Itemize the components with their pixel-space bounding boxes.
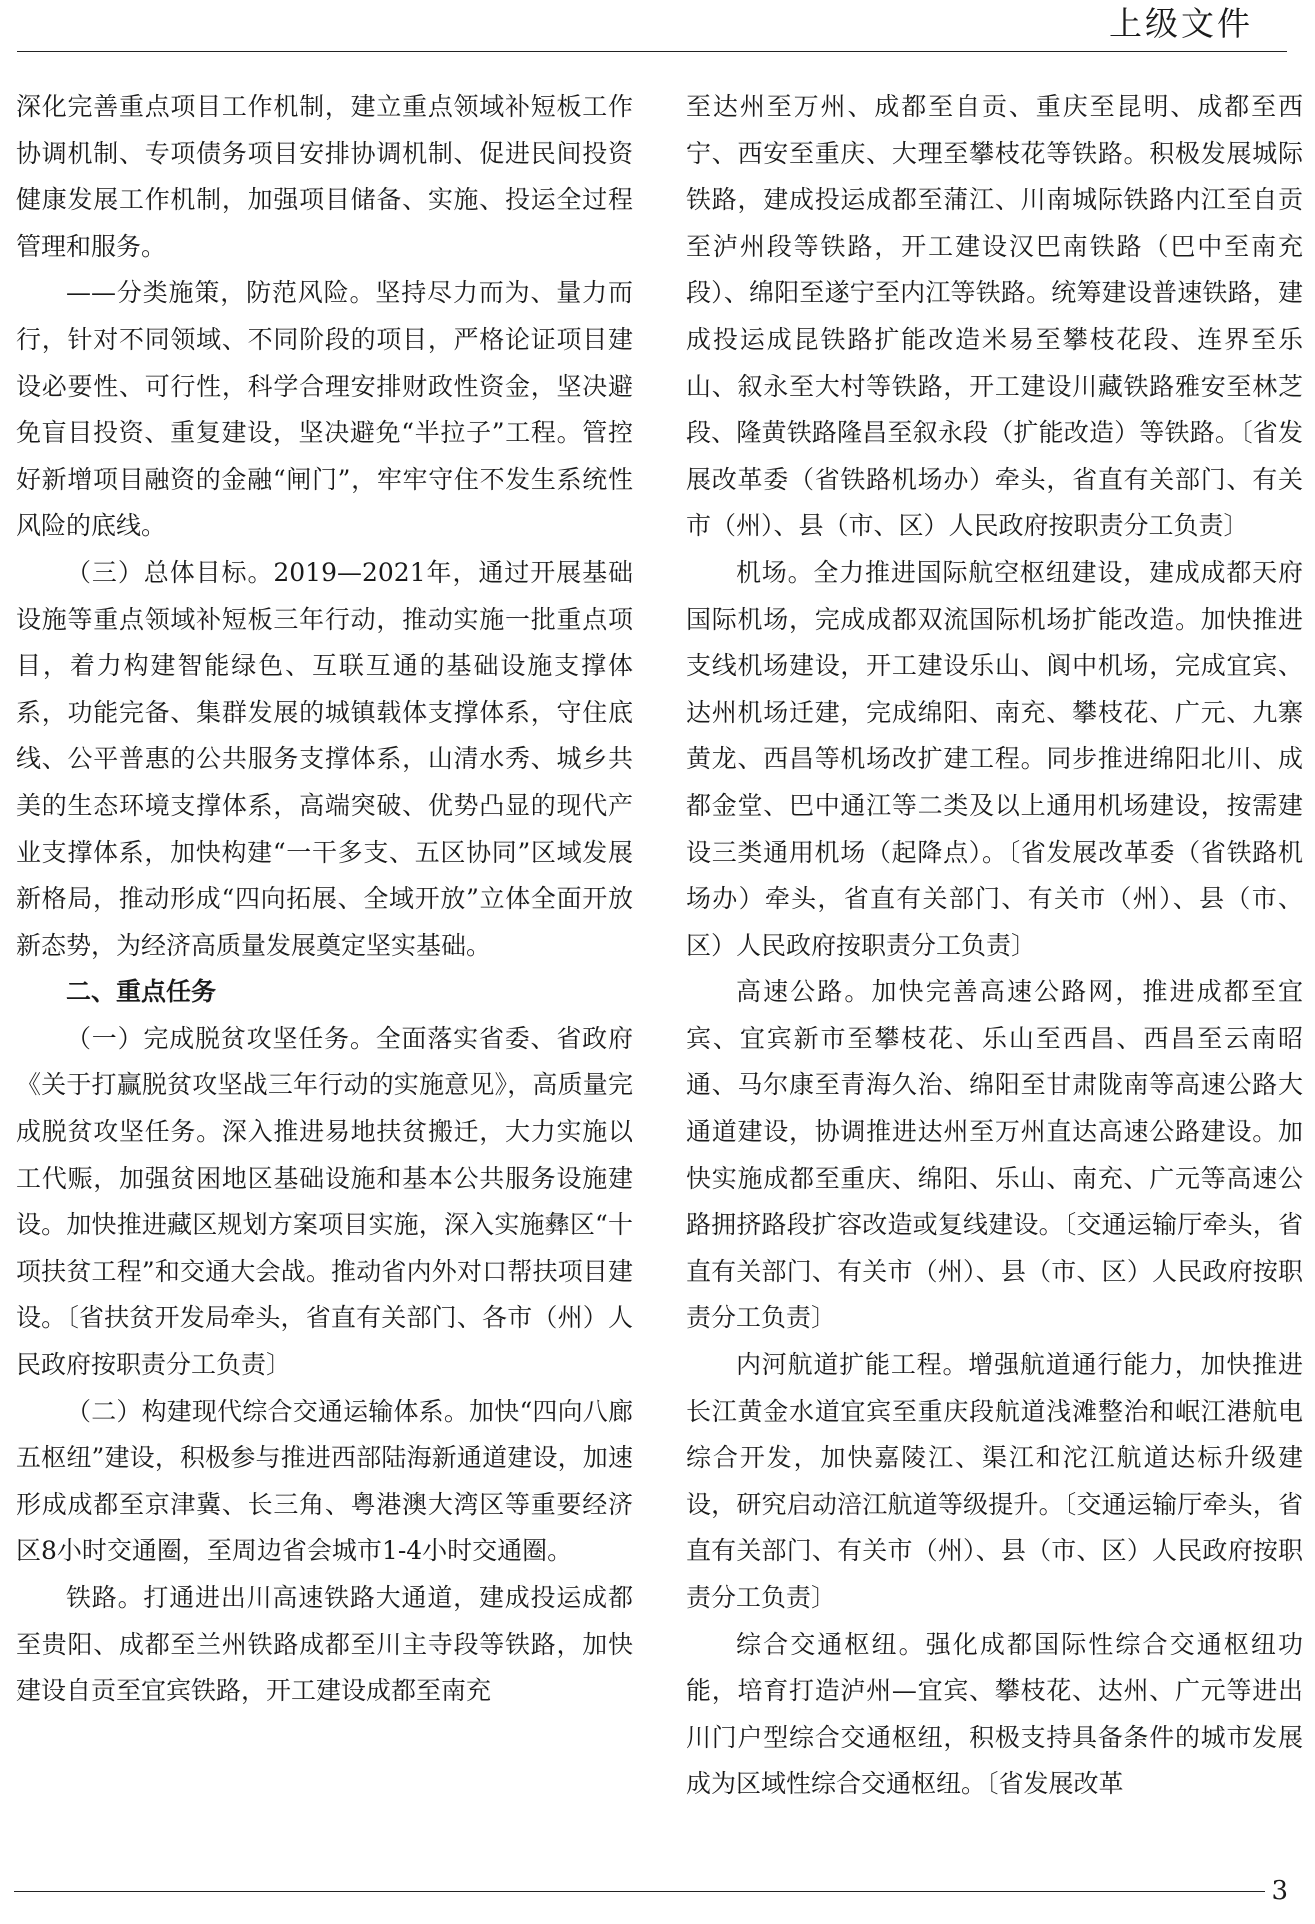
paragraph-mechanism: 深化完善重点项目工作机制，建立重点领域补短板工作协调机制、专项债务项目安排协调机制、促进民间投资健康发展工作机制，加强项目储备、实施、投运全过程管理和服务。 bbox=[16, 92, 633, 261]
header-section-title: 上级文件 bbox=[1109, 4, 1253, 43]
paragraph-transport-hubs: 综合交通枢纽。强化成都国际性综合交通枢纽功能，培育打造泸州—宜宾、攀枝花、达州、广元等进出川门户型综合交通枢纽，积极支持具备条件的城市发展成为区域性综合交通枢纽。〔省发展改革 bbox=[686, 1629, 1303, 1799]
section-heading-key-tasks: 二、重点任务 bbox=[66, 977, 217, 1007]
paragraph-poverty-alleviation: （一）完成脱贫攻坚任务。全面落实省委、省政府《关于打赢脱贫攻坚战三年行动的实施意见》，高质量完成脱贫攻坚任务。深入推进易地扶贫搬迁，大力实施以工代赈，加强贫困地区基础设施和基本公共服务设施建设。加快推进藏区规划方案项目实施，深入实施彝区“十项扶贫工程”和交通大会战。推动省内外对口帮扶项目建设。〔省扶贫开发局牵头，省直有关部门、各市（州）人民政府按职责分工负责〕 bbox=[16, 1023, 633, 1380]
paragraph-airports: 机场。全力推进国际航空枢纽建设，建成成都天府国际机场，完成成都双流国际机场扩能改造。加快推进支线机场建设，开工建设乐山、阆中机场，完成宜宾、达州机场迁建，完成绵阳、南充、攀枝花、广元、九寨黄龙、西昌等机场改扩建工程。同步推进绵阳北川、成都金堂、巴中通江等二类及以上通用机场建设，按需建设三类通用机场（起降点）。〔省发展改革委（省铁路机场办）牵头，省直有关部门、有关市（州）、县（市、区）人民政府按职责分工负责〕 bbox=[686, 557, 1303, 960]
left-column bbox=[16, 84, 633, 1715]
paragraph-railway-continued: 至达州至万州、成都至自贡、重庆至昆明、成都至西宁、西安至重庆、大理至攀枝花等铁路。积极发展城际铁路，建成投运成都至蒲江、川南城际铁路内江至自贡至泸州段等铁路，开工建设汉巴南铁路（巴中至南充段）、绵阳至遂宁至内江等铁路。统筹建设普速铁路，建成投运成昆铁路扩能改造米易至攀枝花段、连界至乐山、叙永至大村等铁路，开工建设川藏铁路雅安至林芝段、隆黄铁路隆昌至叙永段（扩能改造）等铁路。〔省发展改革委（省铁路机场办）牵头，省直有关部门、有关市（州）、县（市、区）人民政府按职责分工负责〕 bbox=[686, 92, 1303, 541]
paragraph-waterways: 内河航道扩能工程。增强航道通行能力，加快推进长江黄金水道宜宾至重庆段航道浅滩整治和岷江港航电综合开发，加快嘉陵江、渠江和沱江航道达标升级建设，研究启动涪江航道等级提升。〔交通运输厅牵头，省直有关部门、有关市（州）、县（市、区）人民政府按职责分工负责〕 bbox=[686, 1350, 1303, 1612]
paragraph-transport-system: （二）构建现代综合交通运输体系。加快“四向八廊五枢纽”建设，积极参与推进西部陆海新通道建设，加速形成成都至京津冀、长三角、粤港澳大湾区等重要经济区8小时交通圈，至周边省会城市1-4小时交通圈。 bbox=[16, 1396, 633, 1566]
paragraph-railway-start: 铁路。打通进出川高速铁路大通道，建成投运成都至贵阳、成都至兰州铁路成都至川主寺段等铁路，加快建设自贡至宜宾铁路，开工建设成都至南充 bbox=[16, 1583, 633, 1706]
page-number: 3 bbox=[1265, 1876, 1288, 1906]
footer-divider bbox=[14, 1891, 1267, 1892]
paragraph-overall-goal: （三）总体目标。2019—2021年，通过开展基础设施等重点领域补短板三年行动，推动实施一批重点项目，着力构建智能绿色、互联互通的基础设施支撑体系，功能完备、集群发展的城镇载体支撑体系，守住底线、公平普惠的公共服务支撑体系，山清水秀、城乡共美的生态环境支撑体系，高端突破、优势凸显的现代产业支撑体系，加快构建“一干多支、五区协同”区域发展新格局，推动形成“四向拓展、全域开放”立体全面开放新态势，为经济高质量发展奠定坚实基础。 bbox=[16, 557, 633, 960]
paragraph-risk-prevention: ——分类施策，防范风险。坚持尽力而为、量力而行，针对不同领域、不同阶段的项目，严格论证项目建设必要性、可行性，科学合理安排财政性资金，坚决避免盲目投资、重复建设，坚决避免“半拉子”工程。管控好新增项目融资的金融“闸门”，牢牢守住不发生系统性风险的底线。 bbox=[16, 278, 633, 541]
header-divider bbox=[17, 51, 1287, 52]
paragraph-expressways: 高速公路。加快完善高速公路网，推进成都至宜宾、宜宾新市至攀枝花、乐山至西昌、西昌至云南昭通、马尔康至青海久治、绵阳至甘肃陇南等高速公路大通道建设，协调推进达州至万州直达高速公路建设。加快实施成都至重庆、绵阳、乐山、南充、广元等高速公路拥挤路段扩容改造或复线建设。〔交通运输厅牵头，省直有关部门、有关市（州）、县（市、区）人民政府按职责分工负责〕 bbox=[686, 977, 1303, 1333]
right-column bbox=[686, 84, 1303, 1808]
